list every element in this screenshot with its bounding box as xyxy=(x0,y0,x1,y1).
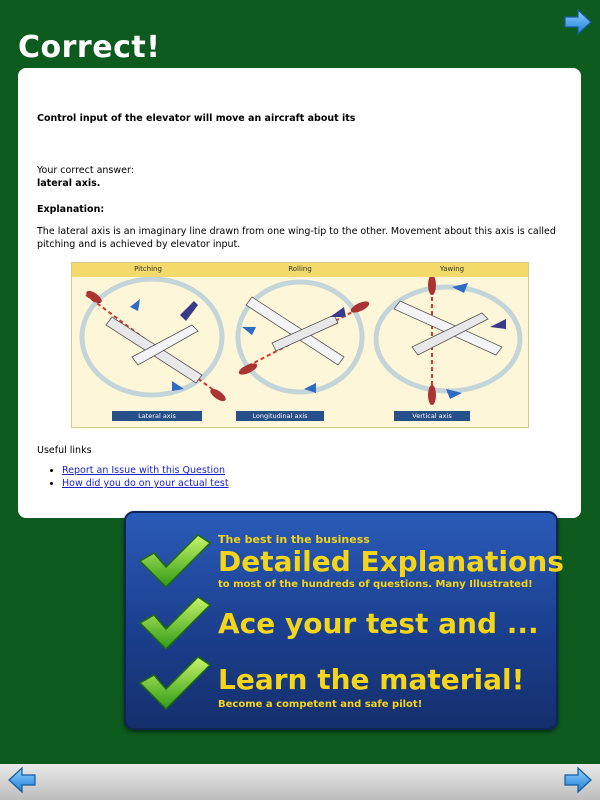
actual-test-link[interactable]: How did you do on your actual test xyxy=(62,478,229,489)
figure-caption-vertical: Vertical axis xyxy=(394,411,470,421)
yawing-airplane-icon xyxy=(376,277,520,405)
promo-subtitle: Become a competent and safe pilot! xyxy=(218,699,423,710)
answer-label: Your correct answer: xyxy=(37,165,134,176)
figure-caption-lateral: Lateral axis xyxy=(112,411,202,421)
figure-caption-longitudinal: Longitudinal axis xyxy=(236,411,324,421)
promo-subtitle: to most of the hundreds of questions. Many Illustrated! xyxy=(218,579,533,590)
checkmark-icon xyxy=(136,593,212,651)
list-item xyxy=(62,478,229,489)
promo-heading-learn: Learn the material! xyxy=(218,663,525,696)
airplane-diagrams xyxy=(72,277,528,411)
rolling-airplane-icon xyxy=(237,282,371,393)
result-title: Correct! xyxy=(18,30,161,65)
promo-banner[interactable] xyxy=(124,511,564,730)
useful-links-list xyxy=(48,465,229,491)
useful-links-heading: Useful links xyxy=(37,445,92,456)
figure-label-rolling: Rolling xyxy=(288,265,312,273)
next-arrow-icon[interactable] xyxy=(562,6,594,38)
bottom-toolbar xyxy=(0,764,600,800)
promo-heading-explanations: Detailed Explanations xyxy=(218,545,564,578)
checkmark-icon xyxy=(136,531,212,589)
answer-value: lateral axis. xyxy=(37,178,101,189)
explanation-heading: Explanation: xyxy=(37,204,105,215)
promo-subtitle: The best in the business xyxy=(218,533,370,546)
report-issue-link[interactable]: Report an Issue with this Question xyxy=(62,465,225,476)
promo-heading-ace: Ace your test and ... xyxy=(218,607,539,640)
figure-label-pitching: Pitching xyxy=(134,265,162,273)
figure-label-yawing: Yawing xyxy=(439,265,465,273)
previous-arrow-icon[interactable] xyxy=(6,764,38,796)
next-arrow-icon[interactable] xyxy=(562,764,594,796)
explanation-text: The lateral axis is an imaginary line drawn from one wing-tip to the other. Movement about this axis is called pitching and is achieved by elevator input. xyxy=(37,226,556,250)
checkmark-icon xyxy=(136,653,212,711)
explanation-card xyxy=(18,68,581,518)
list-item xyxy=(62,465,229,476)
question-text: Control input of the elevator will move an aircraft about its xyxy=(37,113,356,124)
pitching-airplane-icon xyxy=(82,279,228,403)
axes-illustration xyxy=(71,262,529,428)
